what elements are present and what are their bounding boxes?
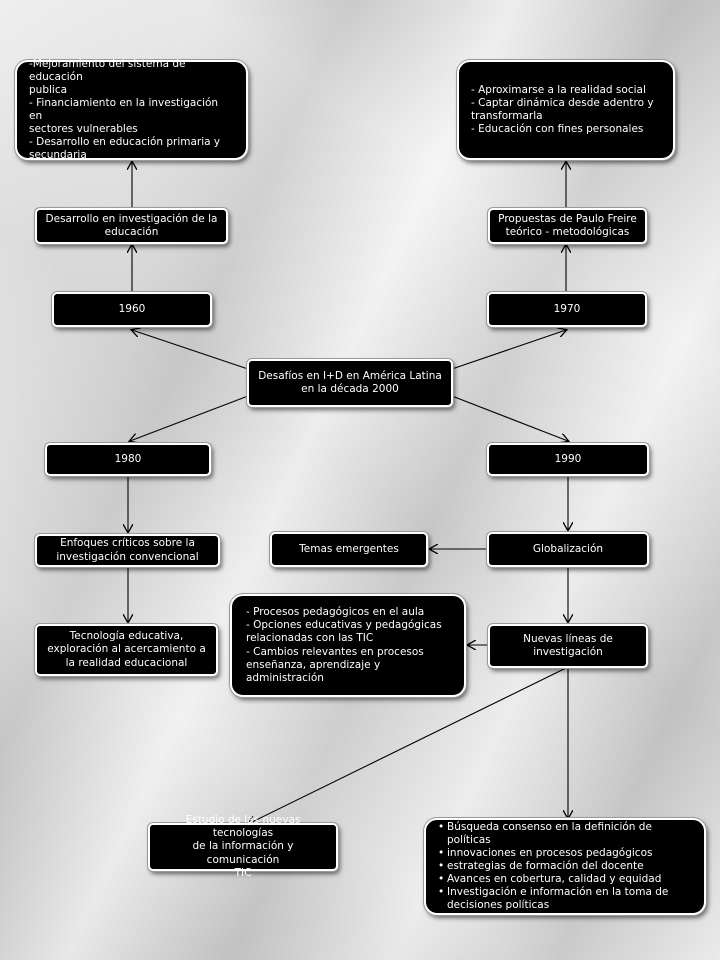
bullet-formacion-docente: • estrategias de formación del docente — [438, 860, 692, 873]
year-1990-label: 1990 — [554, 452, 582, 465]
globalizacion-label: Globalización — [532, 542, 604, 555]
enfoques-criticos-box — [35, 534, 220, 567]
enfoques-label-line1: Enfoques críticos sobre la — [60, 537, 195, 550]
desarrollo-primaria-line: secundaria — [29, 149, 87, 162]
arrow-center-to-1990 — [452, 396, 568, 441]
estudio-line: de la información y comunicación — [192, 840, 294, 866]
procesos-line: - Procesos pedagógicos en el aula — [246, 606, 425, 619]
tecnologia-line: exploración al acercamiento a — [47, 643, 206, 656]
freire-detail-line: - Captar dinámica desde adentro y — [471, 96, 654, 109]
temas-emergentes-box — [270, 532, 428, 567]
mejoramiento-line: publica — [29, 83, 68, 96]
procesos-pedagogicos-box — [230, 594, 466, 697]
central-topic-text: Desafíos en I+D en América Latina en la década 2000 — [258, 369, 442, 395]
freire-label-line1: Propuestas de Paulo Freire — [498, 212, 637, 225]
temas-emergentes-label: Temas emergentes — [299, 542, 399, 555]
freire-detail-line: - Aproximarse a la realidad social — [471, 83, 646, 96]
freire-detail-box — [457, 60, 675, 160]
desarrollo-label-line2: educación — [104, 226, 159, 238]
year-1960-box — [52, 292, 212, 327]
arrow-center-to-1980 — [130, 396, 248, 441]
financiamiento-line: sectores vulnerables — [29, 123, 138, 136]
estudio-tecnologias-box — [148, 814, 338, 879]
nuevas-lineas-line2: investigación — [533, 646, 603, 658]
tecnologia-educativa-box — [35, 624, 218, 676]
bullet-investigacion-informacion: • Investigación e información en la toma de decisiones políticas — [438, 886, 692, 912]
bullet-innovaciones: • innovaciones en procesos pedagógicos — [438, 847, 692, 860]
procesos-line: enseñanza, aprendizaje y administración — [246, 658, 381, 684]
politicas-bullets-box — [424, 818, 706, 915]
bullet-cobertura: • Avances en cobertura, calidad y equidad — [438, 873, 692, 886]
procesos-line: - Opciones educativas y pedagógicas — [246, 619, 442, 632]
procesos-line: relacionadas con las TIC — [246, 632, 374, 645]
year-1970-box — [487, 292, 647, 327]
tecnologia-line: Tecnología educativa, — [69, 630, 184, 643]
nuevas-lineas-line1: Nuevas líneas de — [523, 632, 613, 645]
enfoques-label-line2: investigación convencional — [56, 550, 199, 563]
mejoramiento-detail-box — [15, 57, 248, 162]
propuestas-freire-box — [488, 208, 647, 244]
tecnologia-line: la realidad educacional — [65, 656, 188, 669]
procesos-line: - Cambios relevantes en procesos — [246, 645, 424, 658]
desarrollo-label-line1: Desarrollo en investigación de la — [45, 212, 218, 225]
bullet-consenso: • Búsqueda consenso en la definición de políticas — [438, 821, 692, 847]
year-1970-label: 1970 — [553, 302, 581, 315]
year-1960-label: 1960 — [118, 302, 146, 315]
arrow-center-to-1970 — [452, 330, 566, 369]
year-1980-box — [45, 443, 211, 476]
mejoramiento-line: -Mejoramiento del sistema de educación — [29, 57, 186, 83]
estudio-line: TIC — [234, 866, 252, 879]
estudio-line: Estudio de las nuevas tecnologías — [185, 814, 301, 840]
freire-detail-line: transformarla — [471, 110, 543, 122]
financiamiento-line: - Financiamiento en la investigación en — [29, 96, 219, 122]
desarrollo-investigacion-box — [35, 208, 228, 244]
globalizacion-box — [487, 532, 649, 567]
year-1990-box — [487, 443, 649, 476]
freire-label-line2: teórico - metodológicas — [505, 226, 630, 238]
nuevas-lineas-box — [488, 624, 648, 668]
politicas-bullet-list — [438, 821, 692, 913]
year-1980-label: 1980 — [114, 452, 142, 465]
arrow-center-to-1960 — [132, 330, 248, 369]
desarrollo-primaria-line: - Desarrollo en educación primaria y — [29, 136, 221, 149]
central-topic-box — [247, 359, 453, 407]
freire-detail-line: - Educación con fines personales — [471, 123, 644, 136]
